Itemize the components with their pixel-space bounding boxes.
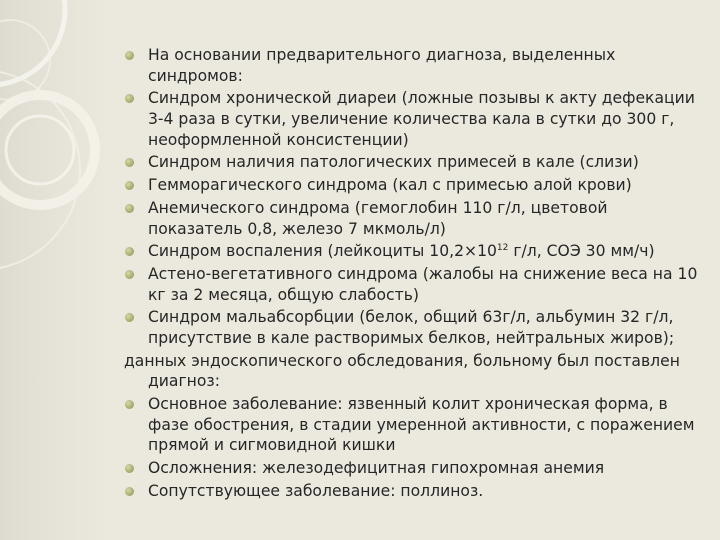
bullet-item-complications <box>124 458 704 479</box>
bullet-item-hemorrhagic <box>124 175 704 196</box>
bullet-item-concomitant <box>124 481 704 502</box>
item-text-after: г/л, СОЭ 30 мм/ч) <box>508 242 655 261</box>
bullet-item-admixtures <box>124 152 704 173</box>
item-text: Осложнения: железодефицитная гипохромная анемия <box>148 459 605 478</box>
bullet-dot-icon <box>125 181 134 190</box>
bullet-dot-icon <box>125 51 134 60</box>
bullet-item-diarrhea <box>124 88 704 150</box>
plain-paragraph-endoscopy <box>124 351 704 392</box>
bullet-item-main-disease <box>124 394 704 456</box>
item-text: На основании предварительного диагноза, выделенных синдромов: <box>148 46 616 85</box>
bullet-dot-icon <box>125 94 134 103</box>
item-text: Синдром хронической диареи (ложные позывы к акту дефекации 3-4 раза в сутки, увеличение количества кала в сутки до 300 г, неоформленной консистенции) <box>148 89 695 149</box>
item-text: Сопутствующее заболевание: поллиноз. <box>148 481 484 500</box>
bullet-item-inflammation <box>124 241 704 262</box>
bullet-dot-icon <box>125 158 134 167</box>
bullet-item-basis <box>124 45 704 86</box>
bullet-dot-icon <box>125 204 134 213</box>
bullet-dot-icon <box>125 313 134 322</box>
superscript-exponent: 12 <box>496 243 509 254</box>
item-text: Анемического синдрома (гемоглобин 110 г/л, цветовой показатель 0,8, железо 7 мкмоль/л) <box>148 198 608 238</box>
item-text: Гемморагического синдрома (кал с примесью алой крови) <box>148 176 632 195</box>
bullet-dot-icon <box>125 270 134 279</box>
bullet-dot-icon <box>125 400 134 409</box>
decorative-rings-graphic <box>0 0 120 540</box>
slide-text-body <box>124 45 704 504</box>
item-text: Синдром воспаления (лейкоциты 10,2×10 <box>148 242 497 261</box>
item-text: Астено-вегетативного синдрома (жалобы на снижение веса на 10 кг за 2 месяца, общую слабость) <box>148 265 698 304</box>
bullet-item-malabsorption <box>124 307 704 348</box>
item-text: Синдром наличия патологических примесей в кале (слизи) <box>148 153 639 172</box>
bullet-item-asthenic <box>124 264 704 305</box>
bullet-dot-icon <box>125 464 134 473</box>
item-text: данных эндоскопического обследования, больному был поставлен диагноз: <box>124 351 680 391</box>
bullet-dot-icon <box>125 247 134 256</box>
bullet-dot-icon <box>125 487 134 496</box>
bullet-item-anemic <box>124 198 704 239</box>
item-text: Синдром мальабсорбции (белок, общий 63г/л, альбумин 32 г/л, присутствие в кале растворимых белков, нейтральных жиров); <box>148 308 675 348</box>
item-text: Основное заболевание: язвенный колит хроническая форма, в фазе обострения, в стадии умеренной активности, с поражением прямой и сигмовидной кишки <box>148 395 695 455</box>
